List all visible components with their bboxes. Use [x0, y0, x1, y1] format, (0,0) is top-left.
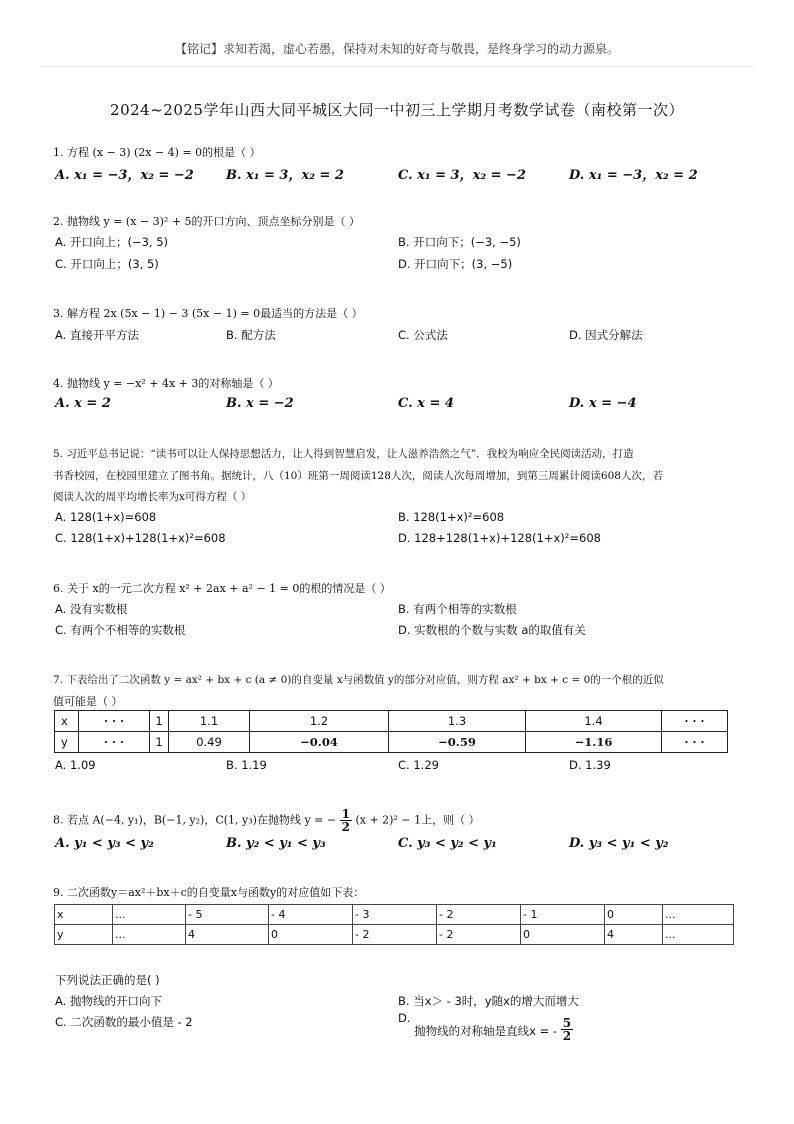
q3-option-c[interactable]: C. 公式法	[398, 328, 448, 342]
q3-option-a[interactable]: A. 直接开平方法	[55, 328, 139, 342]
q7-stem-line2: 值可能是（ ）	[53, 695, 123, 708]
table-cell: 4	[605, 925, 663, 945]
q3-option-b[interactable]: B. 配方法	[226, 328, 276, 342]
q1-option-d[interactable]: D. x₁ = −3，x₂ = 2	[569, 168, 698, 183]
q9-option-d[interactable]	[398, 1011, 573, 1043]
table-cell: - 2	[353, 925, 437, 945]
table-cell: · · ·	[662, 732, 728, 753]
table-cell: ...	[113, 925, 186, 945]
table-cell: - 5	[186, 905, 269, 925]
q1-stem: 1. 方程 (x − 3) (2x − 4) = 0的根是（ ）	[53, 146, 261, 159]
q9-fraction-denominator: 2	[562, 1029, 572, 1043]
table-cell: x	[55, 711, 79, 732]
table-cell: - 3	[353, 905, 437, 925]
q7-option-b[interactable]: B. 1.19	[226, 758, 267, 772]
table-cell: −0.59	[389, 732, 526, 753]
table-cell: x	[55, 905, 113, 925]
q7-stem-line1: 7. 下表给出了二次函数 y = ax² + bx + c (a ≠ 0)的自变量 x与函数值 y的部分对应值，则方程 ax² + bx + c = 0的一个根的近似	[53, 674, 664, 686]
q3-stem: 3. 解方程 2x (5x − 1) − 3 (5x − 1) = 0最适当的方法是（ ）	[53, 307, 363, 320]
table-cell: y	[55, 732, 79, 753]
q2-option-c[interactable]: C. 开口向上；(3, 5)	[55, 257, 159, 271]
table-cell: · · ·	[79, 711, 150, 732]
table-cell: −1.16	[526, 732, 662, 753]
q9-fraction-numerator: 5	[562, 1016, 572, 1030]
q9-prompt: 下列说法正确的是( )	[55, 973, 160, 987]
q2-stem: 2. 抛物线 y = (x − 3)² + 5的开口方向、顶点坐标分别是（ ）	[53, 215, 361, 228]
q9-option-d-fraction	[561, 1017, 573, 1042]
table-cell: ...	[663, 905, 734, 925]
q4-option-a[interactable]: A. x = 2	[55, 396, 111, 411]
q9-option-a[interactable]: A. 抛物线的开口向下	[55, 994, 162, 1008]
q8-fraction	[340, 808, 352, 833]
table-cell: 1.2	[250, 711, 389, 732]
table-cell: · · ·	[662, 711, 728, 732]
q7-option-c[interactable]: C. 1.29	[398, 758, 439, 772]
q9-option-d-text: 抛物线的对称轴是直线x = -	[414, 1024, 558, 1038]
exam-title: 2024~2025学年山西大同平城区大同一中初三上学期月考数学试卷（南校第一次）	[110, 101, 684, 119]
q3-option-d[interactable]: D. 因式分解法	[569, 328, 643, 342]
table-row	[55, 711, 728, 732]
header-motto: 【铭记】求知若渴，虚心若愚，保持对未知的好奇与敬畏，是终身学习的动力源泉。	[174, 42, 619, 56]
q4-option-c[interactable]: C. x = 4	[398, 396, 454, 411]
q8-fraction-numerator: 1	[341, 807, 350, 821]
q6-option-d[interactable]: D. 实数根的个数与实数 a的取值有关	[398, 623, 586, 637]
table-cell: 0	[269, 925, 353, 945]
table-cell: ...	[663, 925, 734, 945]
table-cell: y	[55, 925, 113, 945]
table-cell: · · ·	[79, 732, 150, 753]
table-cell: 1.4	[526, 711, 662, 732]
q5-option-c[interactable]: C. 128(1+x)+128(1+x)²=608	[55, 531, 226, 545]
q8-stem-end: (x + 2)² − 1上，则（ ）	[355, 813, 480, 827]
q6-option-b[interactable]: B. 有两个相等的实数根	[398, 602, 517, 616]
q9-option-d-label: D.	[398, 1011, 411, 1025]
q8-option-c[interactable]: C. y₃ < y₂ < y₁	[398, 836, 497, 851]
q1-option-a[interactable]: A. x₁ = −3，x₂ = −2	[55, 168, 194, 183]
q5-stem-line2: 书香校园，在校园里建立了图书角。据统计，八（10）班第一周阅读128人次，阅读人次每周增加，到第三周累计阅读608人次，若	[53, 470, 663, 482]
q9-stem: 9. 二次函数y＝ax²＋bx＋c的自变量x与函数y的对应值如下表：	[53, 886, 365, 899]
q4-option-d[interactable]: D. x = −4	[569, 396, 637, 411]
q1-option-c[interactable]: C. x₁ = 3，x₂ = −2	[398, 168, 526, 183]
table-cell: 1.3	[389, 711, 526, 732]
table-cell: 0	[605, 905, 663, 925]
q5-stem-line1: 5. 习近平总书记说：“读书可以让人保持思想活力，让人得到智慧启发，让人滋养浩然之气”．我校为响应全民阅读活动，打造	[53, 448, 634, 460]
table-cell: ...	[113, 905, 186, 925]
q5-stem-line3: 阅读人次的周平均增长率为x可得方程（ ）	[53, 491, 252, 503]
q8-fraction-denominator: 2	[341, 820, 350, 834]
q2-option-a[interactable]: A. 开口向上；(−3, 5)	[55, 235, 169, 249]
q2-option-d[interactable]: D. 开口向下；(3, −5)	[398, 257, 513, 271]
table-cell: - 2	[437, 905, 521, 925]
q6-option-c[interactable]: C. 有两个不相等的实数根	[55, 623, 186, 637]
table-row	[55, 732, 728, 753]
table-cell: - 1	[521, 905, 605, 925]
table-cell: −0.04	[250, 732, 389, 753]
q7-value-table	[54, 710, 728, 753]
q7-option-d[interactable]: D. 1.39	[569, 758, 611, 772]
q9-option-c[interactable]: C. 二次函数的最小值是 - 2	[55, 1015, 193, 1029]
q5-option-a[interactable]: A. 128(1+x)=608	[55, 510, 157, 524]
table-cell: - 4	[269, 905, 353, 925]
q9-value-table	[54, 904, 734, 945]
q4-option-b[interactable]: B. x = −2	[226, 396, 294, 411]
q9-option-b[interactable]: B. 当x＞ - 3时，y随x的增大而增大	[398, 994, 579, 1008]
q5-option-b[interactable]: B. 128(1+x)²=608	[398, 510, 505, 524]
q2-option-b[interactable]: B. 开口向下；(−3, −5)	[398, 235, 521, 249]
table-cell: 4	[186, 925, 269, 945]
q8-option-b[interactable]: B. y₂ < y₁ < y₃	[226, 836, 326, 851]
table-cell: 1	[150, 732, 169, 753]
table-cell: 0.49	[169, 732, 250, 753]
q6-stem: 6. 关于 x的一元二次方程 x² + 2ax + a² − 1 = 0的根的情况是（ ）	[53, 582, 391, 595]
table-row	[55, 905, 734, 925]
table-cell: 1.1	[169, 711, 250, 732]
header-divider	[40, 66, 754, 67]
table-cell: 0	[521, 925, 605, 945]
table-cell: 1	[150, 711, 169, 732]
q1-option-b[interactable]: B. x₁ = 3，x₂ = 2	[226, 168, 344, 183]
q4-stem: 4. 抛物线 y = −x² + 4x + 3的对称轴是（ ）	[53, 377, 279, 390]
q5-option-d[interactable]: D. 128+128(1+x)+128(1+x)²=608	[398, 531, 601, 545]
q7-option-a[interactable]: A. 1.09	[55, 758, 96, 772]
q8-option-a[interactable]: A. y₁ < y₃ < y₂	[55, 836, 154, 851]
q8-option-d[interactable]: D. y₃ < y₁ < y₂	[569, 836, 669, 851]
q8-stem-start: 8. 若点 A(−4, y₁)，B(−1, y₂)，C(1, y₃)在抛物线 y = −	[53, 813, 337, 827]
table-row	[55, 925, 734, 945]
q8-stem	[53, 808, 480, 833]
q6-option-a[interactable]: A. 没有实数根	[55, 602, 128, 616]
table-cell: - 2	[437, 925, 521, 945]
